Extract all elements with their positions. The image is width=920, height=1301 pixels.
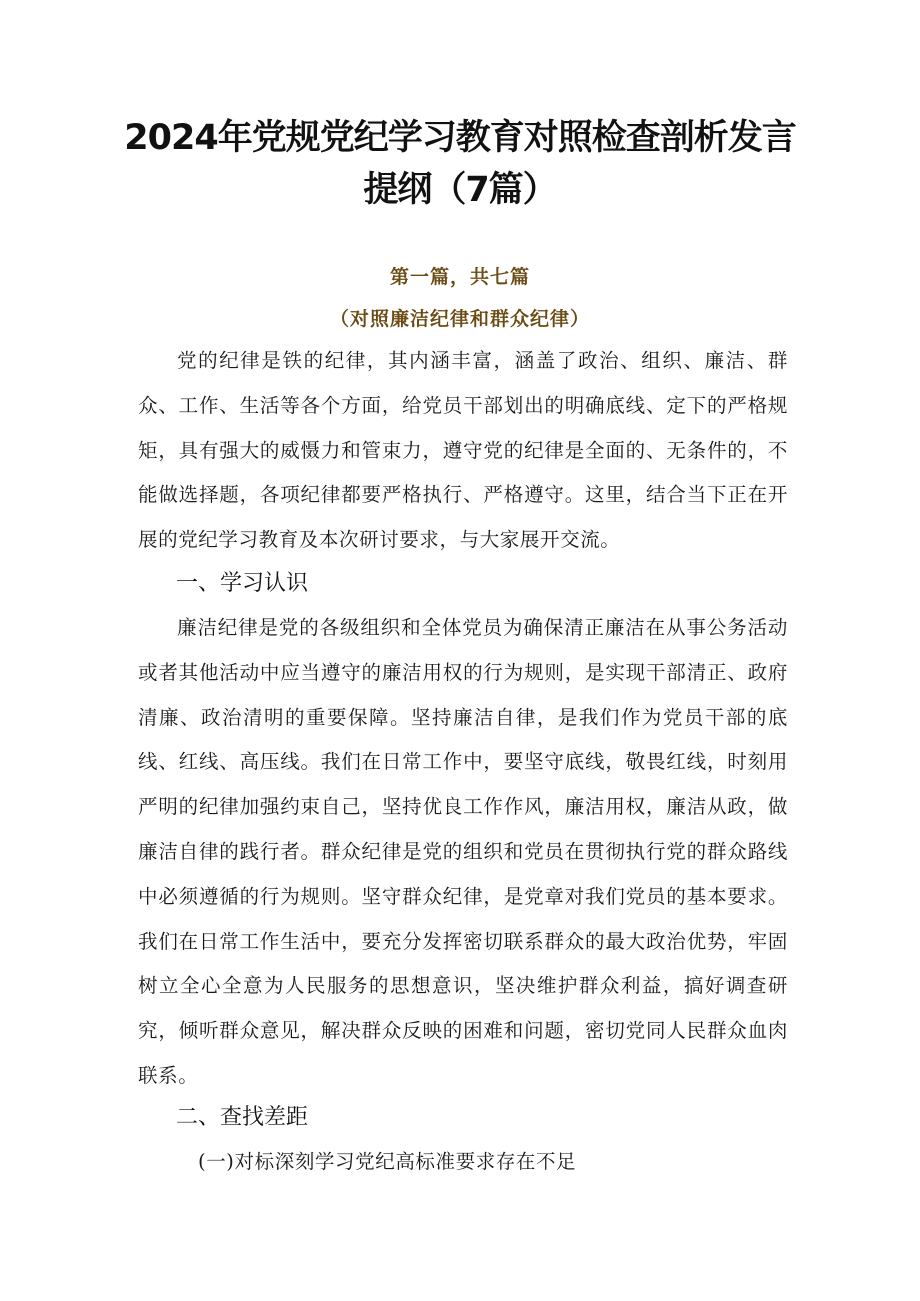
section-heading-gaps: 二、查找差距 — [176, 1105, 309, 1130]
intro-paragraph: 党的纪律是铁的纪律，其内涵丰富，涵盖了政治、组织、廉洁、群众、工作、生活等各个方面，给党员干部划出的明确底线、定下的严格规矩，具有强大的威慑力和管束力，遵守党的纪律是全面的、无条件的，不能做选择题，各项纪律都要严格执行、严格遵守。这里，结合当下正在开展的党纪学习教育及本次研讨要求，与大家展开交流。 — [138, 349, 788, 552]
section-heading-study: 一、学习认识 — [176, 571, 309, 596]
document-title: 2024年党规党纪学习教育对照检查剖析发言提纲（7篇） — [124, 118, 796, 210]
section-study-paragraph: 廉洁纪律是党的各级组织和全体党员为确保清正廉洁在从事公务活动或者其他活动中应当遵守的廉洁用权的行为规则，是实现干部清正、政府清廉、政治清明的重要保障。坚持廉洁自律，是我们作为党员干部的底线、红线、高压线。我们在日常工作中，要坚守底线，敬畏红线，时刻用严明的纪律加强约束自己，坚持优良工作作风，廉洁用权，廉洁从政，做廉洁自律的践行者。群众纪律是党的组织和党员在贯彻执行党的群众路线中必须遵循的行为规则。坚守群众纪律，是党章对我们党员的基本要求。我们在日常工作生活中，要充分发挥密切联系群众的最大政治优势，牢固树立全心全意为人民服务的思想意识，坚决维护群众利益，搞好调查研究，倾听群众意见，解决群众反映的困难和问题，密切党同人民群众血肉联系。 — [138, 616, 788, 1087]
part-subtitle: （对照廉洁纪律和群众纪律） — [329, 308, 590, 330]
section-gaps-subheading: (一)对标深刻学习党纪高标准要求存在不足 — [198, 1150, 577, 1173]
part-label: 第一篇，共七篇 — [389, 266, 530, 288]
